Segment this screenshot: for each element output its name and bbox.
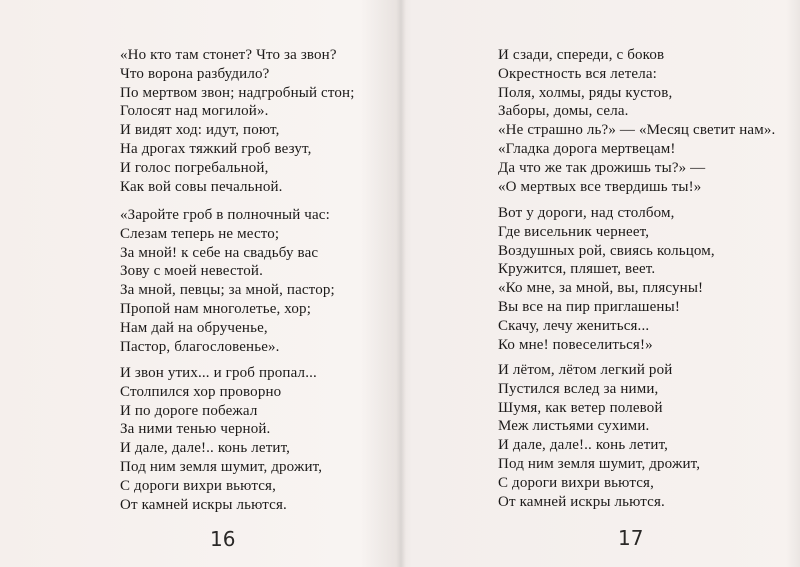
poem-line: Голосят над могилой». — [120, 103, 269, 120]
poem-line: Заборы, домы, села. — [498, 103, 629, 120]
poem-line: Поля, холмы, ряды кустов, — [498, 84, 673, 101]
poem-line: Что ворона разбудило? — [120, 65, 270, 82]
poem-line: Пропой нам многолетье, хор; — [120, 300, 312, 317]
poem-line: «Но кто там стонет? Что за звон? — [120, 47, 337, 63]
poem-line: От камней искры льются. — [120, 496, 287, 513]
poem-line: Меж листьями сухими. — [498, 418, 650, 435]
poem-line: И видят ход: идут, поют, — [120, 122, 280, 139]
poem-line: На дрогах тяжкий гроб везут, — [120, 140, 312, 157]
poem-line: И сзади, спереди, с боков — [498, 47, 665, 63]
poem-line: Вы все на пир приглашены! — [498, 298, 680, 315]
poem-line: Слезам теперь не место; — [120, 225, 280, 242]
right-page — [400, 0, 800, 567]
poem-line: Окрестность вся летела: — [498, 65, 657, 82]
poem-line: И звон утих... и гроб пропал... — [120, 365, 317, 381]
poem-line: Скачу, лечу жениться... — [498, 317, 650, 334]
poem-line: И дале, дале!.. конь летит, — [120, 440, 291, 457]
stanza-5 — [498, 204, 715, 354]
poem-line: И по дороге побежал — [120, 402, 258, 419]
poem-line: «О мертвых все твердишь ты!» — [498, 178, 702, 195]
poem-line: Шумя, как ветер полевой — [498, 399, 663, 416]
poem-line: «Гладка дорога мертвецам! — [498, 140, 676, 157]
stanza-3 — [120, 364, 322, 514]
poem-line: Как вой совы печальной. — [120, 178, 283, 195]
page-number: 16 — [210, 527, 236, 551]
poem-line: Ко мне! повеселиться!» — [498, 336, 653, 353]
stanza-4 — [498, 46, 775, 196]
poem-line: Да что же так дрожишь ты?» — — [498, 159, 706, 176]
poem-line: Воздушных рой, свиясь кольцом, — [498, 242, 715, 259]
poem-line: Нам дай на обрученье, — [120, 319, 268, 336]
poem-line: За ними тенью черной. — [120, 421, 271, 438]
page-number: 17 — [618, 526, 644, 550]
poem-line: И голос погребальной, — [120, 159, 269, 176]
poem-line: За мной, певцы; за мной, пастор; — [120, 282, 335, 299]
poem-line: По мертвом звон; надгробный стон; — [120, 84, 355, 101]
poem-line: За мной! к себе на свадьбу вас — [120, 244, 319, 261]
poem-line: «Заройте гроб в полночный час: — [120, 207, 330, 223]
poem-line: И лётом, лётом легкий рой — [498, 362, 673, 378]
poem-line: Кружится, пляшет, веет. — [498, 261, 656, 278]
poem-line: Пастор, благословенье». — [120, 338, 280, 355]
poem-line: От камней искры льются. — [498, 493, 665, 510]
poem-line: Зову с моей невестой. — [120, 263, 264, 280]
poem-line: Столпился хор проворно — [120, 383, 282, 400]
poem-line: И дале, дале!.. конь летит, — [498, 437, 669, 454]
poem-line: Пустился вслед за ними, — [498, 380, 659, 397]
poem-line: Под ним земля шумит, дрожит, — [120, 458, 323, 475]
stanza-6 — [498, 361, 700, 511]
poem-line: «Ко мне, за мной, вы, плясуны! — [498, 280, 704, 297]
stanza-2 — [120, 206, 335, 356]
poem-line: Где висельник чернеет, — [498, 223, 650, 240]
poem-line: Вот у дороги, над столбом, — [498, 205, 675, 221]
poem-line: «Не страшно ль?» — «Месяц светит нам». — [498, 122, 776, 139]
poem-line: С дороги вихри вьются, — [120, 477, 276, 494]
poem-line: С дороги вихри вьются, — [498, 474, 654, 491]
poem-line: Под ним земля шумит, дрожит, — [498, 455, 701, 472]
stanza-1 — [120, 46, 355, 196]
